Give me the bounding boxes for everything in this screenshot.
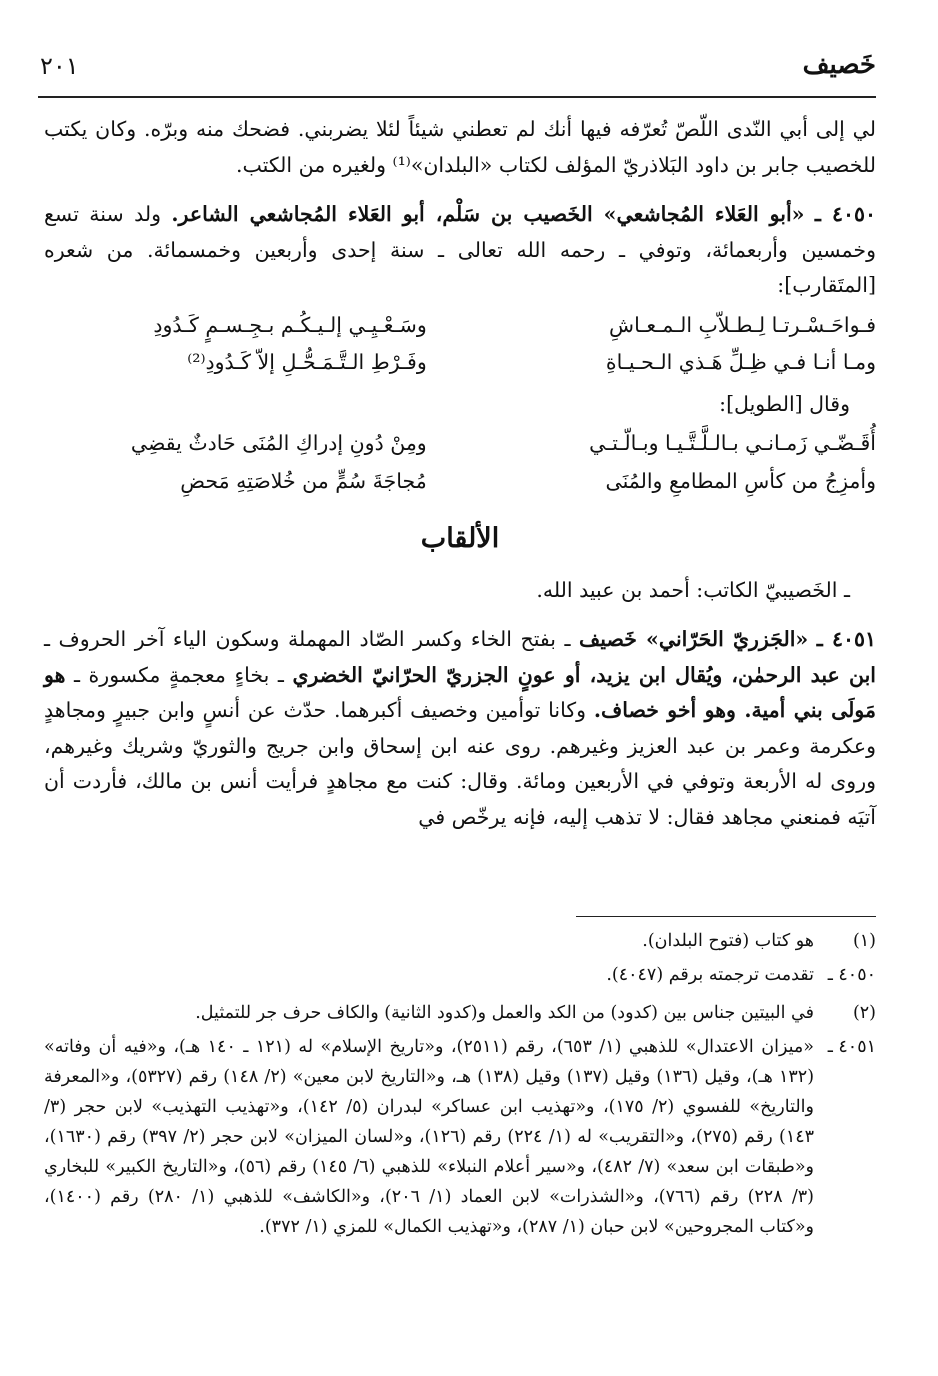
footnote: [44, 998, 876, 1028]
header-rule: [38, 96, 876, 98]
page-number: ٢٠١: [40, 52, 79, 80]
footnotes: [44, 926, 876, 1246]
verse-hemistich-second: وسَـعْـيِـي إلـيـكُـم بـجِـسـمٍ كَـدُودِ: [153, 312, 427, 337]
entry-number: ٤٠٥١ ـ: [816, 627, 876, 651]
entry-text: ـ بفتح الخاء وكسر الصّاد المهملة وسكون الياء آخر الحروف ـ: [44, 627, 580, 651]
verse-hemistich-first: ومـا أنـا فـي ظِـلِّ هَـذي الـحـيـاةِ: [605, 350, 876, 374]
footnote: [44, 926, 876, 956]
verse-hemistich-first: فـواحَـسْـرتـا لِـطـلاّبِ الـمـعـاشِ: [609, 312, 876, 337]
footnote-mark: ٤٠٥٠ ـ: [827, 965, 876, 985]
footnote: [44, 960, 876, 990]
footnote-text: في البيتين جناس بين (كدود) من الكد والعمل و(كدود الثانية) والكاف حرف جر للتمثيل.: [195, 1003, 814, 1023]
entry-name: «الجَزريّ الحَرّاني» خَصيف: [579, 627, 809, 651]
footnote-text: «ميزان الاعتدال» للذهبي (١/ ٦٥٣)، رقم (٢٥١١)، و«تاريخ الإسلام» له (١٢١ ـ ١٤٠ هـ)، و«فيه أن وفاته» (١٣٢ هـ)، وقيل (١٣٦) وقيل (١٣٧) وقيل (١٣٨) هـ، و«التاريخ لابن معين» (٢/ ١٤٨) رقم (٥٣٢٧)، و«المعرفة والتاريخ» للفسوي (٢/ ١٧٥)، و«تهذيب ابن عساكر» لبدران (٥/ ١٤٢)، و«تهذيب التهذيب» لابن حجر (٣/ ١٤٣) رقم (٢٧٥)، و«التقريب» له (١/ ٢٢٤) رقم (١٢٦)، و«لسان الميزان» لابن حجر (٢/ ٣٩٧) رقم (١٦٣٠)، و«طبقات ابن سعد» (٧/ ٤٨٢)، و«سير أعلام النبلاء» للذهبي (٦/ ١٤٥) رقم (٥٦)، و«التاريخ الكبير» للبخاري (٣/ ٢٢٨) رقم (٧٦٦)، و«الشذرات» لابن العماد (١/ ٢٠٦)، و«الكاشف» للذهبي (١/ ٢٨٠) رقم (١٤٠٠)، و«كتاب المجروحين» لابن حبان (١/ ٢٨٧)، و«تهذيب الكمال» للمزي (١/ ٣٧٢).: [44, 1037, 815, 1237]
poem-mutaqarib: [44, 308, 876, 381]
verse-line: [44, 464, 876, 500]
entry-text: وكانا توأمين وخصيف أكبرهما. حدّث عن أنسٍ وابن جبيرٍ ومجاهدٍ وعكرمة وعمر بن عبد العزيز وغيرهم. روى عنه ابن إسحاق وابن جريج والثوريّ وشريك وغيرهم، وروى له الأربعة وتوفي في الأربعين ومائة. وقال: كنت مع مجاهدٍ فرأيت أنس بن مالك، فأردت أن آتيَه فمنعني مجاهد فقال: لا تذهب إليه، فإنه يرخّص في: [44, 698, 876, 829]
footnote-mark: (٢): [852, 1003, 876, 1023]
laqab-line: ـ الخَصيبيّ الكاتب: أحمد بن عبيد الله.: [536, 577, 850, 602]
entry-4050: [44, 197, 876, 304]
entry-text: ـ بخاءٍ معجمةٍ مكسورة ـ: [65, 662, 293, 687]
verse-hemistich-second: ومِنْ دُونِ إدراكِ المُنَى حَادثٌ يقضِي: [130, 431, 427, 455]
verse-line: [44, 308, 876, 344]
paragraph-continuation: لي إلى أبي النّدى اللّصّ تُعرّفه فيها أنك لم تعطني شيئاً لئلا يضربني. فضحك منه وبرّه. وكان يكتب للخصيب جابر بن داود البَلاذريّ المؤلف لكتاب «البلدان»⁽¹⁾ ولغيره من الكتب.: [44, 117, 876, 177]
verse-hemistich-second: مُجاجَةَ سُمٍّ من خُلاصَتِهِ مَحضِ: [180, 468, 427, 493]
footnote-mark: ٤٠٥١ ـ: [827, 1037, 876, 1057]
entry-name: «أبو العَلاء المُجاشعي» الخَصيب بن سَلْم، أبو العَلاء المُجاشعي الشاعر.: [171, 202, 805, 226]
footnote-text: هو كتاب (فتوح البلدان).: [642, 931, 814, 951]
verse-hemistich-first: وأمزِجُ من كأسِ المطامعِ والمُنَى: [605, 468, 876, 493]
verse-line: [44, 345, 876, 381]
footnote-text: تقدمت ترجمته برقم (٤٠٤٧).: [606, 965, 814, 985]
entry-4051: [44, 622, 876, 835]
verse-intro: وقال [الطويل]:: [719, 391, 850, 416]
verse-line: [44, 426, 876, 462]
main-text: [44, 112, 876, 835]
entry-text: ولد سنة تسع وخمسين وأربعمائة، وتوفي ـ رحمه الله تعالى ـ سنة إحدى وأربعين وخمسمائة. من شعره [المتَقارب]:: [44, 202, 876, 297]
footnote-mark: (١): [852, 931, 876, 951]
entry-mawla: هو مَولَى بني أمية. وهو أخو خصاف.: [44, 662, 877, 722]
footnote-rule: [576, 916, 876, 917]
page-header: [40, 50, 876, 90]
verse-hemistich-second: وفَـرْطِ الـتَّـمَـحُّـلِ إلاّ كَـدُودِ⁽²⁾: [187, 350, 427, 374]
running-title: خَصيف: [802, 50, 876, 80]
section-heading: الألقاب: [420, 523, 500, 554]
poem-tawil: [44, 426, 876, 499]
verse-hemistich-first: أُقَـضّـي زَمـانـي بـالـلَّـتَّـيـا وبـالّـتـي: [589, 431, 876, 455]
entry-number: ٤٠٥٠ ـ: [814, 202, 876, 226]
footnote: [44, 1032, 876, 1242]
entry-lineage: ابن عبد الرحمٰن، ويُقال ابن يزيد، أو عونٍ الجزريّ الحرّانيّ الخضري: [292, 662, 876, 687]
